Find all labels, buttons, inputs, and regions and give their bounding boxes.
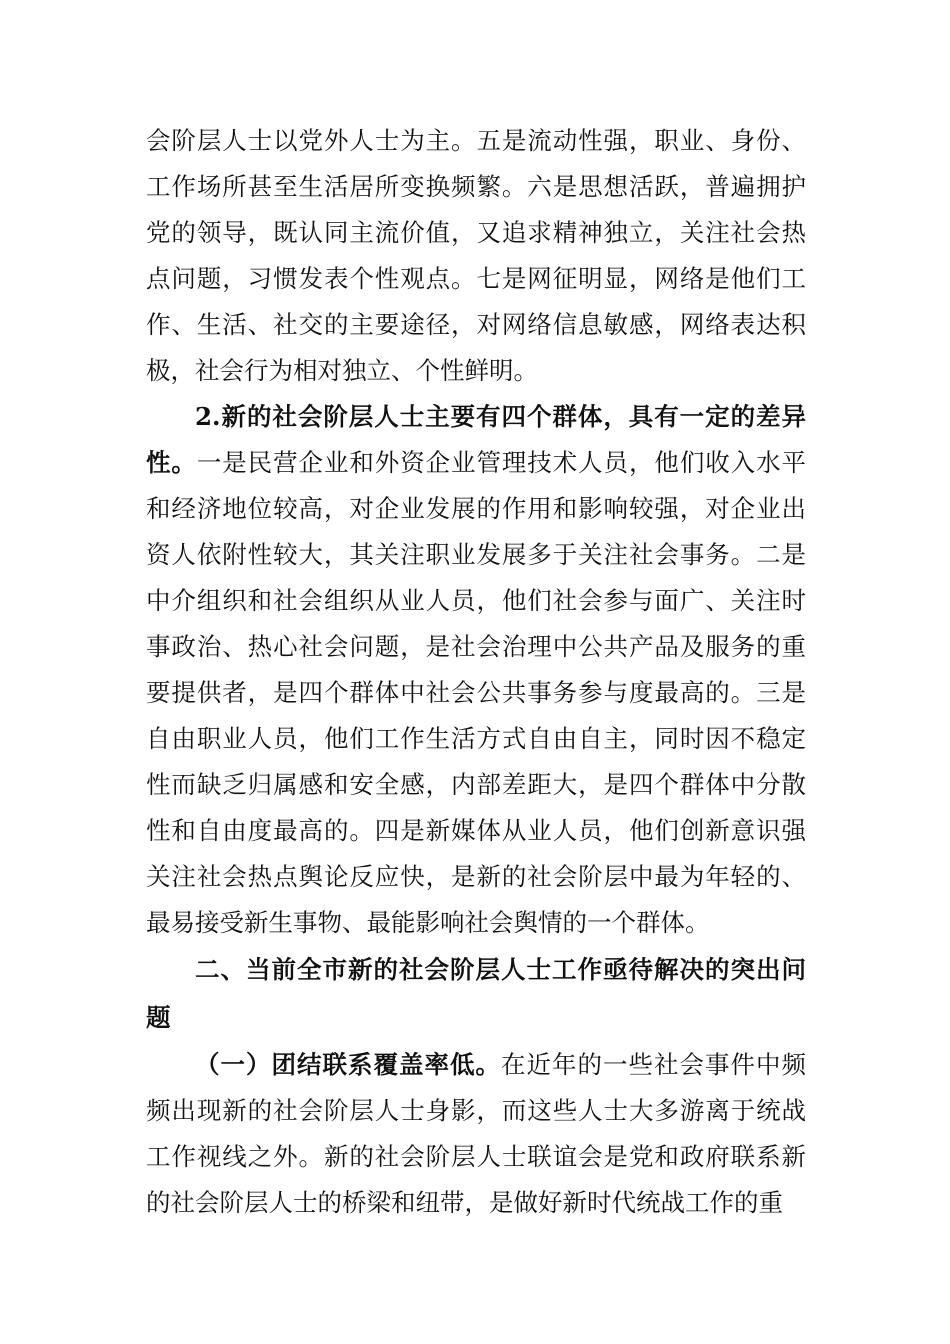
paragraph-body: 在近年的一些社会事件中频频出现新的社会阶层人士身影，而这些人士大多游离于统战工作视线之外。新的社会阶层人士联谊会是党和政府联系新的社会阶层人士的桥梁和纽带，是做好新时代统战工作的重 (146, 1050, 806, 1217)
paragraph-coverage (146, 1042, 806, 1226)
subsection-heading: （一）团结联系覆盖率低。 (195, 1050, 501, 1079)
paragraph-body: 一是民营企业和外资企业管理技术人员，他们收入水平和经济地位较高，对企业发展的作用和影响较强，对企业出资人依附性较大，其关注职业发展多于关注社会事务。二是中介组织和社会组织从业人员，他们社会参与面广、关注时事政治、热心社会问题，是社会治理中公共产品及服务的重要提供者，是四个群体中社会公共事务参与度最高的。三是自由职业人员，他们工作生活方式自由自主，同时因不稳定性而缺乏归属感和安全感，内部差距大，是四个群体中分散性和自由度最高的。四是新媒体从业人员，他们创新意识强关注社会热点舆论反应快，是新的社会阶层中最为年轻的、最易接受新生事物、最能影响社会舆情的一个群体。 (146, 448, 807, 937)
paragraph-lead-bold: 2.新的社会阶层人士主要有四个群体，具有一定的差异性。 (146, 402, 806, 477)
section-heading: 二、当前全市新的社会阶层人士工作亟待解决的突出问题 (146, 955, 806, 1032)
paragraph-four-groups (146, 394, 806, 946)
document-page (146, 118, 806, 1226)
paragraph-characteristics: 会阶层人士以党外人士为主。五是流动性强，职业、身份、工作场所甚至生活居所变换频繁。六是思想活跃，普遍拥护党的领导，既认同主流价值，又追求精神独立，关注社会热点问题，习惯发表个性观点。七是网征明显，网络是他们工作、生活、社交的主要途径，对网络信息敏感，网络表达积极，社会行为相对独立、个性鲜明。 (146, 126, 806, 385)
